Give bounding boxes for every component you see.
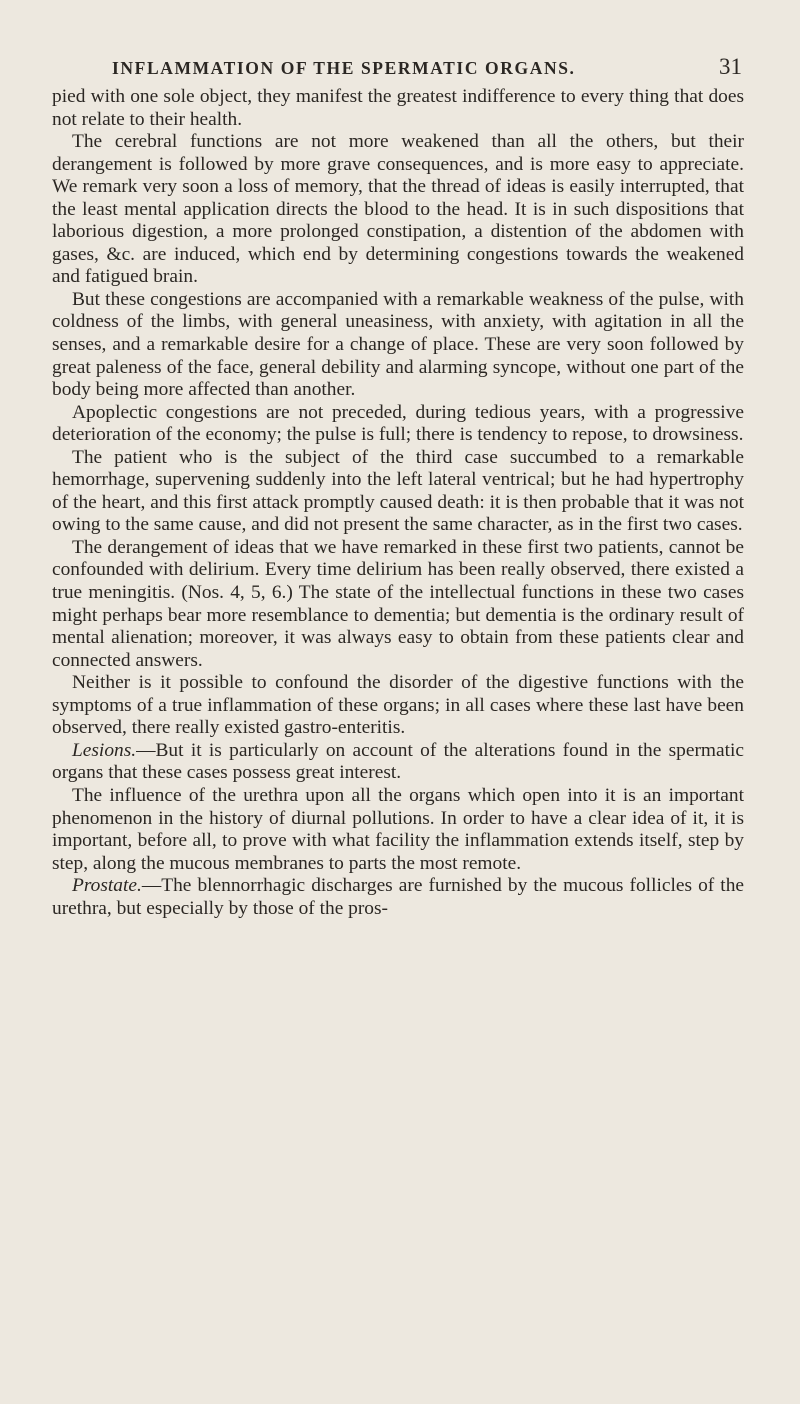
paragraph-text: But these congestions are accompanied with a remarkable weakness of the pulse, with coldness of the limbs, with general uneasiness, with anxiety, with agitation in all the senses, and a remarkable desire for a change of place. These are very soon followed by great paleness of the face, general debility and alarming syncope, without one part of the body being more affected than another.: [52, 288, 744, 401]
running-title: INFLAMMATION OF THE SPERMATIC ORGANS.: [112, 58, 576, 78]
paragraph-text: —But it is particularly on account of the alterations found in the spermatic organs that these cases possess great interest.: [52, 739, 744, 784]
paragraph-third-case: [52, 447, 744, 537]
paragraph-lesions: [52, 740, 744, 785]
page-number: 31: [719, 54, 742, 79]
run-in-heading-prostate: Prostate.: [72, 875, 142, 897]
paragraph-cerebral-functions: [52, 131, 744, 289]
paragraph-apoplectic: [52, 402, 744, 447]
running-head: [112, 54, 742, 84]
paragraph-derangement: [52, 537, 744, 672]
paragraph-text: The patient who is the subject of the third case succumbed to a remarkable hemorrhage, supervening suddenly into the left lateral ventrical; but he had hypertrophy of the heart, and this first attack promptly caused death: it is then probable that it was not owing to the same cause, and did not present the same character, as in the first two cases.: [52, 446, 744, 536]
body-text: [52, 86, 744, 920]
paragraph-prostate: [52, 875, 744, 920]
run-in-heading-lesions: Lesions.: [72, 739, 137, 761]
paragraph-text: The derangement of ideas that we have remarked in these first two patients, cannot be confounded with delirium. Every time delirium has been really observed, there existed a true meningitis. (Nos. 4, 5, 6.) The state of the intellectual functions in these two cases might perhaps bear more resemblance to dementia; but dementia is the ordinary result of mental alienation; moreover, it was always easy to obtain from these patients clear and connected answers.: [52, 536, 744, 671]
paragraph-text: —The blennorrhagic discharges are furnished by the mucous follicles of the urethra, but especially by those of the pros-: [52, 875, 744, 919]
paragraph-congestions: [52, 289, 744, 402]
paragraph-text: Apoplectic congestions are not preceded, during tedious years, with a progressive deterioration of the economy; the pulse is full; there is tendency to repose, to drowsiness.: [52, 401, 744, 446]
paragraph-digestive: [52, 672, 744, 740]
paragraph-text: pied with one sole object, they manifest the greatest indifference to every thing that does not relate to their health.: [52, 86, 744, 130]
paragraph-text: Neither is it possible to confound the disorder of the digestive functions with the symptoms of a true inflammation of these organs; in all cases where these last have been observed, there really existed gastro-enteritis.: [52, 672, 744, 739]
paragraph-continuation: [52, 86, 744, 131]
paragraph-text: The cerebral functions are not more weakened than all the others, but their derangement is followed by more grave consequences, and is more easy to appreciate. We remark very soon a loss of memory, that the thread of ideas is easily interrupted, that the least mental application directs the blood to the head. It is in such dispositions that laborious digestion, a more prolonged constipation, a distention of the abdomen with gases, &c. are induced, which end by determining congestions towards the weakened and fatigued brain.: [52, 131, 744, 288]
paragraph-text: The influence of the urethra upon all the organs which open into it is an important phenomenon in the history of diurnal pollutions. In order to have a clear idea of it, it is important, before all, to prove with what facility the inflammation extends itself, step by step, along the mucous membranes to parts the most remote.: [52, 784, 744, 874]
paragraph-urethra: [52, 785, 744, 875]
